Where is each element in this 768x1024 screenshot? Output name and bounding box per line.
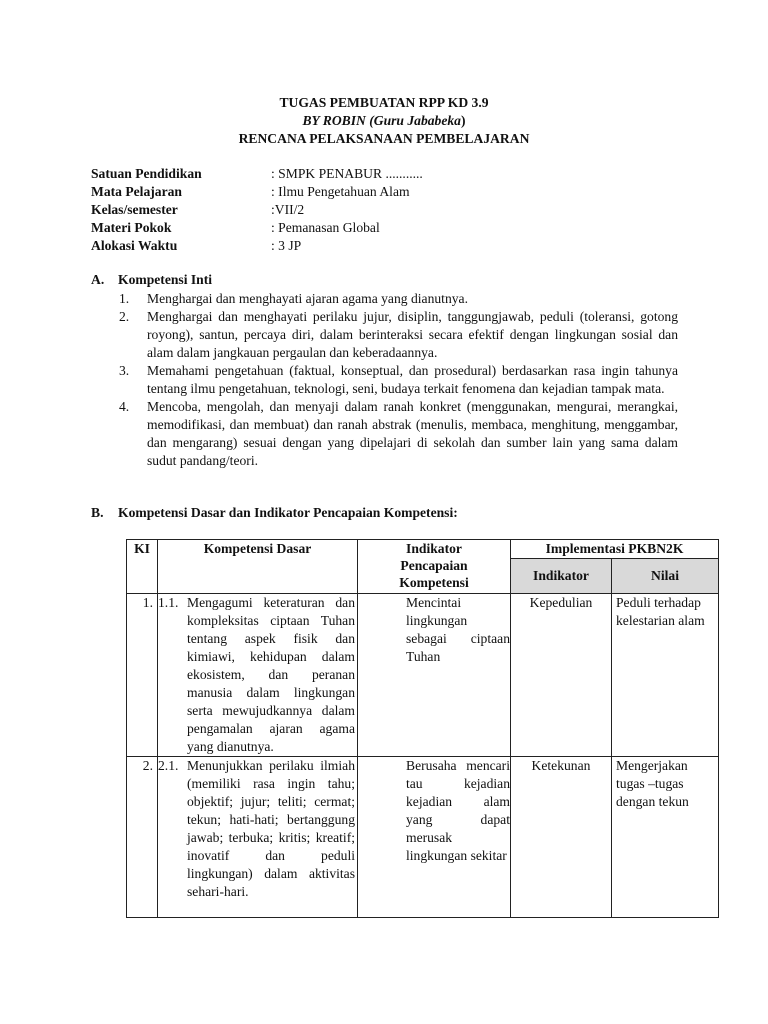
- section-letter: A.: [91, 272, 105, 287]
- cell-ki: 2.: [127, 757, 158, 918]
- document-subtitle: RENCANA PELAKSANAAN PEMBELAJARAN: [238, 131, 530, 146]
- kd-number: 2.1.: [158, 758, 179, 773]
- identity-block: [91, 165, 423, 255]
- cell-indikator: Berusaha mencari tau kejadian kejadian alam yang dapat merusak lingkungan sekitar: [358, 757, 511, 918]
- cell-ki: 1.: [127, 594, 158, 757]
- list-item-text: Menghargai dan menghayati ajaran agama yang dianutnya.: [147, 291, 468, 306]
- header-impl-nilai: Nilai: [612, 559, 719, 594]
- kompetensi-table: [126, 539, 719, 918]
- header-ki: KI: [127, 540, 158, 594]
- identity-row: [91, 219, 423, 237]
- author-name: BY ROBIN: [302, 113, 366, 128]
- identity-row: [91, 201, 423, 219]
- kd-text: Menunjukkan perilaku ilmiah (memiliki rasa ingin tahu; objektif; jujur; teliti; cermat; tekun; hati-hati; bertanggung jawab; terbuka; kritis; kreatif; inovatif dan peduli lingkungan) dalam aktivitas sehari-hari.: [187, 758, 355, 899]
- cell-pk-indikator: Kepedulian: [511, 594, 612, 757]
- list-item-number: 3.: [119, 363, 130, 378]
- identity-label: Alokasi Waktu: [91, 238, 178, 253]
- kd-number: 1.1.: [158, 595, 179, 610]
- list-item: [91, 308, 678, 362]
- identity-row: [91, 165, 423, 183]
- identity-label: Satuan Pendidikan: [91, 166, 202, 181]
- section-title: Kompetensi Inti: [118, 272, 213, 287]
- identity-value: : Ilmu Pengetahuan Alam: [271, 184, 410, 199]
- list-item-text: Memahami pengetahuan (faktual, konseptual, dan prosedural) berdasarkan rasa ingin tahunya tentang ilmu pengetahuan, teknologi, seni, budaya terkait fenomena dan kejadian tampak mata.: [147, 363, 678, 396]
- identity-label: Materi Pokok: [91, 220, 172, 235]
- header-indikator-line2: Pencapaian Kompetensi: [399, 558, 469, 590]
- section-title: Kompetensi Dasar dan Indikator Pencapaian Kompetensi:: [118, 505, 458, 520]
- cell-pk-indikator: Ketekunan: [511, 757, 612, 918]
- identity-value: :VII/2: [271, 202, 305, 217]
- list-item: [91, 362, 678, 398]
- table-row: [127, 757, 719, 918]
- cell-pk-nilai: Peduli terhadap kelestarian alam: [612, 594, 719, 757]
- section-kompetensi-dasar: [91, 504, 458, 522]
- author-close-paren: ): [460, 113, 466, 128]
- list-item: [91, 398, 678, 470]
- header-indikator-line1: Indikator: [406, 541, 462, 556]
- identity-label: Kelas/semester: [91, 202, 178, 217]
- table-row: [127, 594, 719, 757]
- list-item-number: 2.: [119, 309, 130, 324]
- section-kompetensi-inti: [91, 271, 678, 470]
- header-kompetensi-dasar: Kompetensi Dasar: [158, 540, 358, 594]
- list-item-text: Mencoba, mengolah, dan menyaji dalam ranah konkret (menggunakan, mengurai, merangkai, memodifikasi, dan membuat) dan ranah abstrak (menulis, membaca, menghitung, menggambar, dan mengarang) sesuai dengan yang dipelajari di sekolah dan sumber lain yang sama dalam sudut pandang/teori.: [147, 399, 678, 468]
- section-heading: [91, 271, 678, 289]
- section-letter: B.: [91, 505, 104, 520]
- header-indikator-pencapaian: [358, 540, 511, 594]
- list-item-text: Menghargai dan menghayati perilaku jujur, disiplin, tanggungjawab, peduli (toleransi, gotong royong), santun, percaya diri, dalam berinteraksi secara efektif dengan lingkungan sosial dan alam dalam jangkauan pergaulan dan keberadaannya.: [147, 309, 678, 360]
- identity-value: : 3 JP: [271, 238, 302, 253]
- header-implementasi: Implementasi PKBN2K: [511, 540, 719, 559]
- author-affiliation: (Guru Jababeka: [369, 113, 461, 128]
- list-item: [91, 290, 678, 308]
- identity-value: : Pemanasan Global: [271, 220, 380, 235]
- document-header: [0, 94, 768, 148]
- document-author: [0, 112, 768, 130]
- document-title: TUGAS PEMBUATAN RPP KD 3.9: [279, 95, 489, 110]
- cell-kompetensi-dasar: [158, 757, 358, 918]
- identity-row: [91, 183, 423, 201]
- identity-label: Mata Pelajaran: [91, 184, 182, 199]
- cell-indikator: Mencintai lingkungan sebagai ciptaan Tuhan: [358, 594, 511, 757]
- header-impl-indikator: Indikator: [511, 559, 612, 594]
- list-item-number: 1.: [119, 291, 130, 306]
- cell-pk-nilai: Mengerjakan tugas –tugas dengan tekun: [612, 757, 719, 918]
- kd-text: Mengagumi keteraturan dan kompleksitas ciptaan Tuhan tentang aspek fisik dan kimiawi, kehidupan dalam ekosistem, dan peranan manusia dalam lingkungan serta mewujudkannya dalam pengamalan ajaran agama yang dianutnya.: [187, 595, 355, 754]
- cell-kompetensi-dasar: [158, 594, 358, 757]
- list-item-number: 4.: [119, 399, 130, 414]
- ki-list: [91, 290, 678, 470]
- identity-row: [91, 237, 423, 255]
- identity-value: : SMPK PENABUR ...........: [271, 166, 423, 181]
